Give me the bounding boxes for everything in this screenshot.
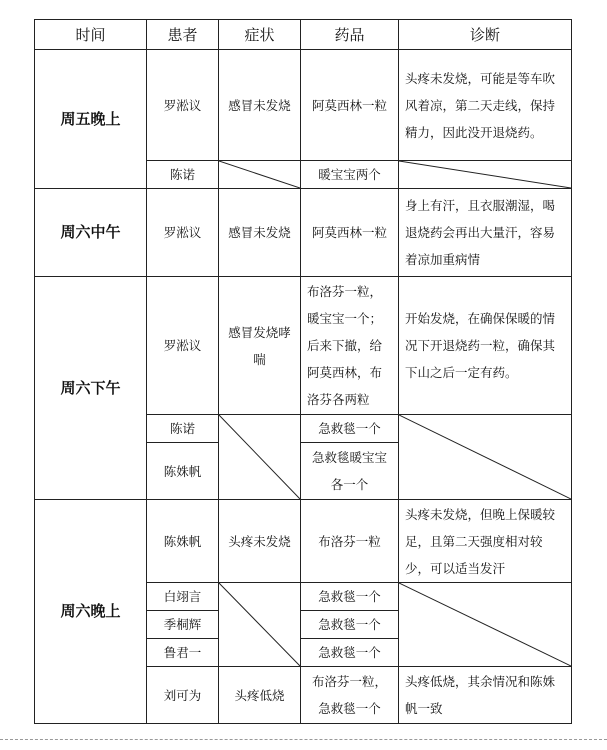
header-symptom: 症状 <box>219 20 301 50</box>
medicine-cell: 急救毯一个 <box>301 639 399 667</box>
medicine-cell: 阿莫西林一粒 <box>301 50 399 161</box>
treatment-table <box>34 19 572 724</box>
medicine-cell: 暖宝宝两个 <box>301 161 399 189</box>
empty-slash-cell <box>399 583 572 667</box>
symptom-cell: 头疼低烧 <box>219 667 301 724</box>
empty-slash-cell <box>399 161 572 189</box>
medicine-cell: 急救毯一个 <box>301 415 399 443</box>
empty-slash-cell <box>219 583 301 667</box>
table-row <box>35 189 572 277</box>
patient-cell: 白翊言 <box>147 583 219 611</box>
time-cell: 周六下午 <box>35 277 147 500</box>
time-cell: 周六晚上 <box>35 500 147 724</box>
symptom-cell: 感冒未发烧 <box>219 50 301 161</box>
patient-cell: 鲁君一 <box>147 639 219 667</box>
patient-cell: 罗淞议 <box>147 50 219 161</box>
header-diagnosis: 诊断 <box>399 20 572 50</box>
medicine-cell: 布洛芬一粒，急救毯一个 <box>301 667 399 724</box>
empty-slash-cell <box>219 415 301 500</box>
patient-cell: 陈姝帆 <box>147 443 219 500</box>
patient-cell: 罗淞议 <box>147 189 219 277</box>
medicine-cell: 急救毯一个 <box>301 611 399 639</box>
medicine-cell: 布洛芬一粒 <box>301 500 399 583</box>
header-time: 时间 <box>35 20 147 50</box>
header-patient: 患者 <box>147 20 219 50</box>
empty-slash-cell <box>219 161 301 189</box>
medicine-cell: 急救毯暖宝宝各一个 <box>301 443 399 500</box>
symptom-cell: 头疼未发烧 <box>219 500 301 583</box>
patient-cell: 陈姝帆 <box>147 500 219 583</box>
diagnosis-cell: 头疼未发烧，可能是等车吹风着凉，第二天走线，保持精力，因此没开退烧药。 <box>399 50 572 161</box>
medicine-cell: 阿莫西林一粒 <box>301 189 399 277</box>
symptom-cell: 感冒未发烧 <box>219 189 301 277</box>
treatment-log <box>34 19 572 724</box>
table-row <box>35 277 572 415</box>
diagnosis-cell: 头疼低烧，其余情况和陈姝帆一致 <box>399 667 572 724</box>
diagnosis-cell: 头疼未发烧，但晚上保暖较足，且第二天强度相对较少，可以适当发汗 <box>399 500 572 583</box>
table-row <box>35 500 572 583</box>
header-row <box>35 20 572 50</box>
diagnosis-cell: 身上有汗，且衣服潮湿，喝退烧药会再出大量汗，容易着凉加重病情 <box>399 189 572 277</box>
diagnosis-cell: 开始发烧，在确保保暖的情况下开退烧药一粒，确保其下山之后一定有药。 <box>399 277 572 415</box>
medicine-cell: 布洛芬一粒，暖宝宝一个；后来下撤，给阿莫西林，布洛芬各两粒 <box>301 277 399 415</box>
patient-cell: 罗淞议 <box>147 277 219 415</box>
symptom-cell: 感冒发烧哮喘 <box>219 277 301 415</box>
patient-cell: 刘可为 <box>147 667 219 724</box>
table-row <box>35 50 572 161</box>
empty-slash-cell <box>399 415 572 500</box>
patient-cell: 陈诺 <box>147 415 219 443</box>
patient-cell: 季桐辉 <box>147 611 219 639</box>
medicine-cell: 急救毯一个 <box>301 583 399 611</box>
patient-cell: 陈诺 <box>147 161 219 189</box>
time-cell: 周六中午 <box>35 189 147 277</box>
header-medicine: 药品 <box>301 20 399 50</box>
page-divider <box>0 739 607 740</box>
time-cell: 周五晚上 <box>35 50 147 189</box>
